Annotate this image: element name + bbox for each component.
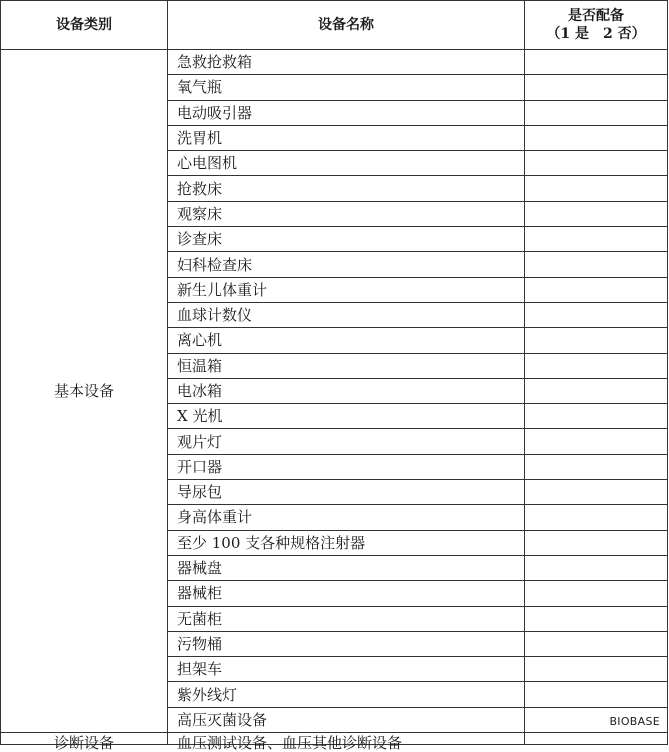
category-cell-partial	[1, 733, 168, 752]
equipment-name-cell: 心电图机	[168, 151, 525, 176]
equipment-name-cell: 污物桶	[168, 631, 525, 656]
equipment-name-cell: X 光机	[168, 404, 525, 429]
equipment-name-cell: 无菌柜	[168, 606, 525, 631]
equipment-name-cell: 开口器	[168, 454, 525, 479]
equipped-answer-cell[interactable]	[525, 125, 668, 150]
category-text-partial: 诊断设备	[53, 734, 114, 752]
equipment-name-cell: 血球计数仪	[168, 302, 525, 327]
equipped-answer-cell[interactable]	[525, 277, 668, 302]
equipped-answer-cell[interactable]	[525, 530, 668, 555]
header-equipped-note: （1 是 2 否）	[546, 26, 646, 42]
equipped-answer-cell[interactable]	[525, 378, 668, 403]
table-body	[1, 50, 668, 752]
header-equipped-label: 是否配备	[568, 8, 624, 24]
equipment-name-cell: 器械柜	[168, 581, 525, 606]
equipped-answer-cell[interactable]	[525, 201, 668, 226]
equipment-name-cell: 观片灯	[168, 429, 525, 454]
equipped-answer-cell[interactable]	[525, 480, 668, 505]
equipped-answer-cell[interactable]	[525, 353, 668, 378]
equipment-name-cell: 急救抢救箱	[168, 50, 525, 75]
header-category: 设备类别	[1, 1, 168, 50]
equipment-name-cell: 导尿包	[168, 480, 525, 505]
equipped-answer-cell[interactable]	[525, 454, 668, 479]
equipped-answer-cell[interactable]	[525, 404, 668, 429]
equipment-name-cell: 电冰箱	[168, 378, 525, 403]
table-row-partial	[1, 733, 668, 745]
equipment-name-text-partial: 血压测试设备、血压其他诊断设备	[177, 734, 403, 752]
equipped-answer-cell[interactable]	[525, 657, 668, 682]
equipment-name-cell: 器械盘	[168, 555, 525, 580]
equipment-name-cell: 观察床	[168, 201, 525, 226]
category-cell: 基本设备	[1, 50, 168, 733]
equipped-answer-cell[interactable]	[525, 227, 668, 252]
equipment-name-cell: 身高体重计	[168, 505, 525, 530]
equipped-answer-cell[interactable]	[525, 429, 668, 454]
equipped-answer-cell[interactable]	[525, 682, 668, 707]
equipped-answer-cell[interactable]	[525, 50, 668, 75]
equipment-name-cell: 诊查床	[168, 227, 525, 252]
equipment-name-cell: 恒温箱	[168, 353, 525, 378]
equipment-name-cell: 离心机	[168, 328, 525, 353]
equipped-answer-cell[interactable]	[525, 328, 668, 353]
header-equipped	[525, 1, 668, 50]
equipment-name-cell: 至少 100 支各种规格注射器	[168, 530, 525, 555]
equipment-name-cell-partial	[168, 733, 525, 752]
equipped-answer-cell[interactable]	[525, 100, 668, 125]
equipped-answer-cell[interactable]	[525, 581, 668, 606]
equipment-name-cell: 氧气瓶	[168, 75, 525, 100]
equipped-answer-cell[interactable]	[525, 75, 668, 100]
equipped-answer-cell[interactable]	[525, 176, 668, 201]
table-row	[1, 50, 668, 75]
table-header-row	[1, 1, 668, 50]
equipped-answer-cell[interactable]	[525, 302, 668, 327]
equipped-answer-cell[interactable]	[525, 631, 668, 656]
equipped-answer-cell-partial[interactable]	[525, 733, 668, 745]
equipment-name-cell: 紫外线灯	[168, 682, 525, 707]
header-name: 设备名称	[168, 1, 525, 50]
equipment-name-cell: 担架车	[168, 657, 525, 682]
equipment-name-cell: 电动吸引器	[168, 100, 525, 125]
watermark-logo: BIOBASE	[605, 714, 660, 729]
equipment-name-cell: 新生儿体重计	[168, 277, 525, 302]
equipped-answer-cell[interactable]	[525, 555, 668, 580]
equipment-name-cell: 抢救床	[168, 176, 525, 201]
equipped-answer-cell[interactable]	[525, 606, 668, 631]
equipped-answer-cell[interactable]	[525, 505, 668, 530]
equipment-name-cell: 妇科检查床	[168, 252, 525, 277]
equipped-answer-cell[interactable]	[525, 252, 668, 277]
equipment-name-cell: 洗胃机	[168, 125, 525, 150]
equipped-answer-cell[interactable]	[525, 151, 668, 176]
equipment-name-cell: 高压灭菌设备	[168, 707, 525, 732]
